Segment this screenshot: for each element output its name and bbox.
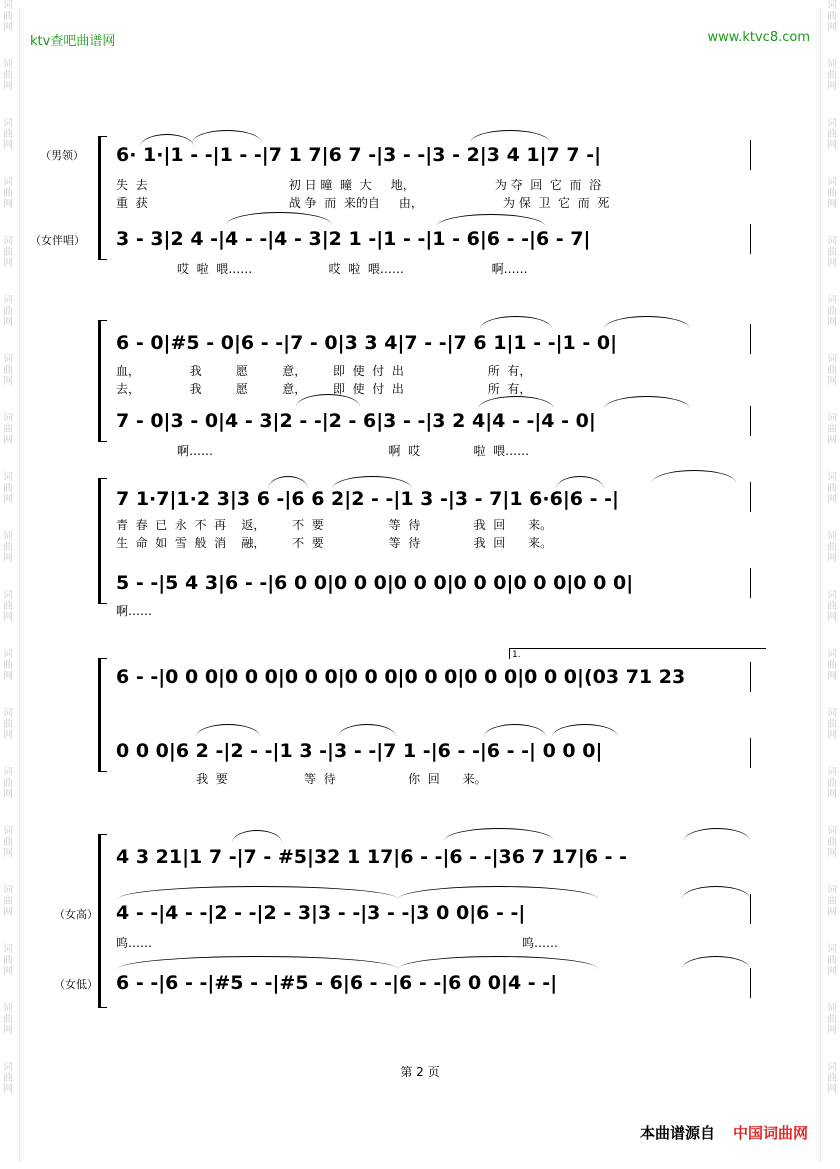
watermark-char: 曲 xyxy=(3,660,13,671)
lyric-line: 啊…… xyxy=(116,604,153,618)
watermark-char: 曲 xyxy=(827,896,837,907)
system-end-barline xyxy=(750,482,751,512)
watermark-char: 曲 xyxy=(827,365,837,376)
watermark-char: 词 xyxy=(3,59,13,70)
watermark-char: 词 xyxy=(3,944,13,955)
watermark-char: 网 xyxy=(827,494,837,505)
watermark-char: 曲 xyxy=(3,601,13,612)
part-label-female-low: （女低） xyxy=(54,978,98,991)
watermark-char: 词 xyxy=(3,826,13,837)
volta-label: 1. xyxy=(512,650,521,660)
watermark-char: 词 xyxy=(827,708,837,719)
watermark-char: 曲 xyxy=(3,188,13,199)
watermark-char: 曲 xyxy=(827,719,837,730)
slur xyxy=(682,956,750,969)
right-dotted-rule xyxy=(820,8,821,1161)
watermark-char: 网 xyxy=(3,81,13,92)
slur xyxy=(470,130,550,143)
watermark-char: 网 xyxy=(827,1025,837,1036)
watermark-char: 网 xyxy=(827,789,837,800)
left-dotted-rule xyxy=(19,8,20,1161)
slur xyxy=(398,956,598,969)
watermark-char: 曲 xyxy=(3,778,13,789)
system-brace xyxy=(98,320,107,442)
watermark-char: 网 xyxy=(3,494,13,505)
watermark-char: 曲 xyxy=(827,660,837,671)
notation-row: 6 - 0|#5 - 0|6 - -|7 - 0|3 3 4|7 - -|7 6 1|1 - -|1 - 0| xyxy=(116,332,618,354)
watermark-char: 网 xyxy=(3,435,13,446)
slur xyxy=(338,724,396,737)
watermark-char: 词 xyxy=(827,413,837,424)
system-end-barline xyxy=(750,738,751,768)
lyric-line: 失 去 初 日 曈 曈 大 地， 为 夺 回 它 而 浴 xyxy=(116,178,602,192)
watermark-char: 曲 xyxy=(3,129,13,140)
watermark-char: 曲 xyxy=(3,1073,13,1084)
watermark-char: 网 xyxy=(827,81,837,92)
watermark-char: 网 xyxy=(3,376,13,387)
watermark-char: 曲 xyxy=(3,1014,13,1025)
watermark-char: 网 xyxy=(827,553,837,564)
lyric-line: 重 获 战 争 而 来的自 由， 为 保 卫 它 而 死 xyxy=(116,196,610,210)
watermark-char: 曲 xyxy=(827,306,837,317)
slur xyxy=(604,396,690,409)
right-watermark-strip xyxy=(824,0,840,1169)
slur xyxy=(684,828,750,841)
watermark-char: 词 xyxy=(827,649,837,660)
slur xyxy=(556,476,604,489)
watermark-char: 词 xyxy=(827,472,837,483)
watermark-char: 词 xyxy=(827,590,837,601)
watermark-char: 网 xyxy=(827,966,837,977)
slur xyxy=(484,724,546,737)
watermark-char: 曲 xyxy=(827,955,837,966)
watermark-char: 曲 xyxy=(827,483,837,494)
watermark-char: 词 xyxy=(827,1003,837,1014)
system-brace xyxy=(98,136,107,260)
watermark-char: 词 xyxy=(3,649,13,660)
lyric-line: 血， 我 愿 意， 即 使 付 出 所 有， xyxy=(116,364,532,378)
watermark-char: 词 xyxy=(3,0,13,11)
watermark-char: 曲 xyxy=(827,129,837,140)
watermark-char: 网 xyxy=(3,553,13,564)
slur xyxy=(118,886,398,899)
watermark-char: 词 xyxy=(827,944,837,955)
footer-source xyxy=(640,1122,808,1143)
watermark-char: 词 xyxy=(3,531,13,542)
lyric-line: 去， 我 愿 意， 即 使 付 出 所 有， xyxy=(116,382,532,396)
watermark-char: 曲 xyxy=(827,11,837,22)
slur xyxy=(604,316,690,329)
watermark-char: 曲 xyxy=(3,424,13,435)
watermark-char: 曲 xyxy=(827,601,837,612)
watermark-char: 词 xyxy=(827,885,837,896)
watermark-char: 曲 xyxy=(827,1014,837,1025)
watermark-char: 网 xyxy=(827,258,837,269)
footer-source-label: 本曲谱源自 xyxy=(639,1124,715,1142)
watermark-char: 词 xyxy=(3,236,13,247)
system-brace xyxy=(98,658,107,772)
lyric-line: 哎 啦 喂…… 哎 啦 喂…… 啊…… xyxy=(116,262,528,276)
system-end-barline xyxy=(750,894,751,924)
watermark-char: 网 xyxy=(3,612,13,623)
watermark-char: 网 xyxy=(827,612,837,623)
watermark-char: 词 xyxy=(3,472,13,483)
watermark-char: 曲 xyxy=(827,542,837,553)
notation-row: 0 0 0|6 2 -|2 - -|1 3 -|3 - -|7 1 -|6 - -|6 - -| 0 0 0| xyxy=(116,740,603,762)
watermark-char: 网 xyxy=(3,317,13,328)
watermark-char: 词 xyxy=(827,236,837,247)
watermark-char: 曲 xyxy=(827,188,837,199)
notation-row: 7 - 0|3 - 0|4 - 3|2 - -|2 - 6|3 - -|3 2 4|4 - -|4 - 0| xyxy=(116,410,596,432)
watermark-char: 曲 xyxy=(3,896,13,907)
watermark-char: 词 xyxy=(827,118,837,129)
slur xyxy=(552,724,618,737)
slur xyxy=(444,828,554,841)
slur xyxy=(268,476,308,489)
watermark-char: 网 xyxy=(3,199,13,210)
notation-row: 4 - -|4 - -|2 - -|2 - 3|3 - -|3 - -|3 0 0|6 - -| xyxy=(116,902,526,924)
watermark-char: 网 xyxy=(3,789,13,800)
watermark-char: 曲 xyxy=(3,11,13,22)
slur xyxy=(196,724,260,737)
system-end-barline xyxy=(750,406,751,436)
watermark-char: 词 xyxy=(3,885,13,896)
watermark-char: 词 xyxy=(3,1003,13,1014)
slur xyxy=(226,212,332,225)
watermark-char: 词 xyxy=(827,177,837,188)
watermark-char: 词 xyxy=(827,1062,837,1073)
watermark-char: 词 xyxy=(827,354,837,365)
watermark-char: 网 xyxy=(3,258,13,269)
lyric-line: 我 要 等 待 你 回 来。 xyxy=(116,772,487,786)
slur xyxy=(436,214,546,227)
system-end-barline xyxy=(750,224,751,254)
watermark-char: 网 xyxy=(3,848,13,859)
watermark-char: 网 xyxy=(3,1025,13,1036)
footer-site-link[interactable]: 中国词曲网 xyxy=(732,1124,808,1142)
system-end-barline xyxy=(750,140,751,170)
volta-bracket-1 xyxy=(509,648,766,659)
slur xyxy=(478,396,554,409)
lyric-line: 啊…… 啊 哎 啦 喂…… xyxy=(116,444,530,458)
notation-row: 6 - -|6 - -|#5 - -|#5 - 6|6 - -|6 - -|6 0 0|4 - -| xyxy=(116,972,558,994)
watermark-char: 曲 xyxy=(3,719,13,730)
slur xyxy=(398,886,598,899)
slur xyxy=(682,886,750,899)
watermark-char: 网 xyxy=(3,966,13,977)
watermark-char: 词 xyxy=(3,118,13,129)
watermark-char: 网 xyxy=(3,730,13,741)
watermark-char: 词 xyxy=(827,0,837,11)
watermark-char: 曲 xyxy=(3,542,13,553)
watermark-char: 曲 xyxy=(3,247,13,258)
lyric-line: 呜…… 呜…… xyxy=(116,936,559,950)
system-end-barline xyxy=(750,968,751,998)
header-site-name[interactable]: ktv查吧曲谱网 xyxy=(30,34,116,49)
slur xyxy=(232,830,282,843)
watermark-char: 词 xyxy=(3,1062,13,1073)
notation-row: 5 - -|5 4 3|6 - -|6 0 0|0 0 0|0 0 0|0 0 0|0 0 0|0 0 0| xyxy=(116,572,634,594)
part-label-female-high: （女高） xyxy=(54,908,98,921)
slur xyxy=(332,476,412,489)
watermark-char: 曲 xyxy=(827,778,837,789)
system-end-barline xyxy=(750,662,751,692)
watermark-char: 词 xyxy=(827,531,837,542)
watermark-char: 网 xyxy=(827,199,837,210)
notation-row: 7 1·7|1·2 3|3 6 -|6 6 2|2 - -|1 3 -|3 - 7|1 6·6|6 - -| xyxy=(116,488,619,510)
watermark-char: 词 xyxy=(3,413,13,424)
slur xyxy=(652,470,736,483)
slur xyxy=(480,316,552,329)
system-end-barline xyxy=(750,568,751,598)
watermark-char: 词 xyxy=(3,708,13,719)
system-end-barline xyxy=(750,324,751,354)
watermark-char: 词 xyxy=(827,295,837,306)
watermark-char: 网 xyxy=(827,907,837,918)
slur xyxy=(192,130,262,143)
watermark-char: 网 xyxy=(827,376,837,387)
slur xyxy=(140,134,194,147)
notation-row: 6 - -|0 0 0|0 0 0|0 0 0|0 0 0|0 0 0|0 0 0|0 0 0|(03 71 23 xyxy=(116,666,686,688)
watermark-char: 网 xyxy=(827,140,837,151)
part-label-male-lead: （男领） xyxy=(40,149,84,162)
watermark-char: 词 xyxy=(3,590,13,601)
notation-row: 4 3 21|1 7 -|7 - #5|32 1 17|6 - -|6 - -|36 7 17|6 - - xyxy=(116,846,628,868)
watermark-char: 网 xyxy=(827,730,837,741)
watermark-char: 网 xyxy=(827,22,837,33)
notation-row: 6· 1·|1 - -|1 - -|7 1 7|6 7 -|3 - -|3 - 2|3 4 1|7 7 -| xyxy=(116,144,602,166)
watermark-char: 曲 xyxy=(3,483,13,494)
watermark-char: 网 xyxy=(3,671,13,682)
watermark-char: 网 xyxy=(3,907,13,918)
slur xyxy=(118,956,398,969)
system-brace xyxy=(98,478,107,604)
watermark-char: 网 xyxy=(827,435,837,446)
watermark-char: 曲 xyxy=(3,365,13,376)
watermark-char: 网 xyxy=(3,1084,13,1095)
watermark-char: 词 xyxy=(3,177,13,188)
lyric-line: 青 春 已 永 不 再 返， 不 要 等 待 我 回 来。 xyxy=(116,518,553,532)
watermark-char: 词 xyxy=(3,354,13,365)
watermark-char: 曲 xyxy=(3,70,13,81)
notation-row: 3 - 3|2 4 -|4 - -|4 - 3|2 1 -|1 - -|1 - 6|6 - -|6 - 7| xyxy=(116,228,591,250)
watermark-char: 词 xyxy=(3,767,13,778)
watermark-char: 曲 xyxy=(827,837,837,848)
watermark-char: 词 xyxy=(827,767,837,778)
watermark-char: 网 xyxy=(827,848,837,859)
left-watermark-strip xyxy=(0,0,16,1169)
watermark-char: 曲 xyxy=(827,1073,837,1084)
header-site-url[interactable]: www.ktvc8.com xyxy=(707,30,810,45)
watermark-char: 曲 xyxy=(3,837,13,848)
watermark-char: 曲 xyxy=(3,955,13,966)
watermark-char: 词 xyxy=(827,59,837,70)
watermark-char: 词 xyxy=(3,295,13,306)
lyric-line: 生 命 如 雪 般 消 融， 不 要 等 待 我 回 来。 xyxy=(116,536,553,550)
watermark-char: 网 xyxy=(827,317,837,328)
part-label-female-backing: （女伴唱） xyxy=(30,234,85,247)
watermark-char: 曲 xyxy=(827,424,837,435)
page-number: 第 2 页 xyxy=(400,1065,440,1079)
watermark-char: 网 xyxy=(3,140,13,151)
watermark-char: 曲 xyxy=(827,70,837,81)
watermark-char: 曲 xyxy=(827,247,837,258)
watermark-char: 曲 xyxy=(3,306,13,317)
watermark-char: 网 xyxy=(3,22,13,33)
watermark-char: 网 xyxy=(827,1084,837,1095)
watermark-char: 词 xyxy=(827,826,837,837)
watermark-char: 网 xyxy=(827,671,837,682)
system-brace xyxy=(98,834,107,1008)
